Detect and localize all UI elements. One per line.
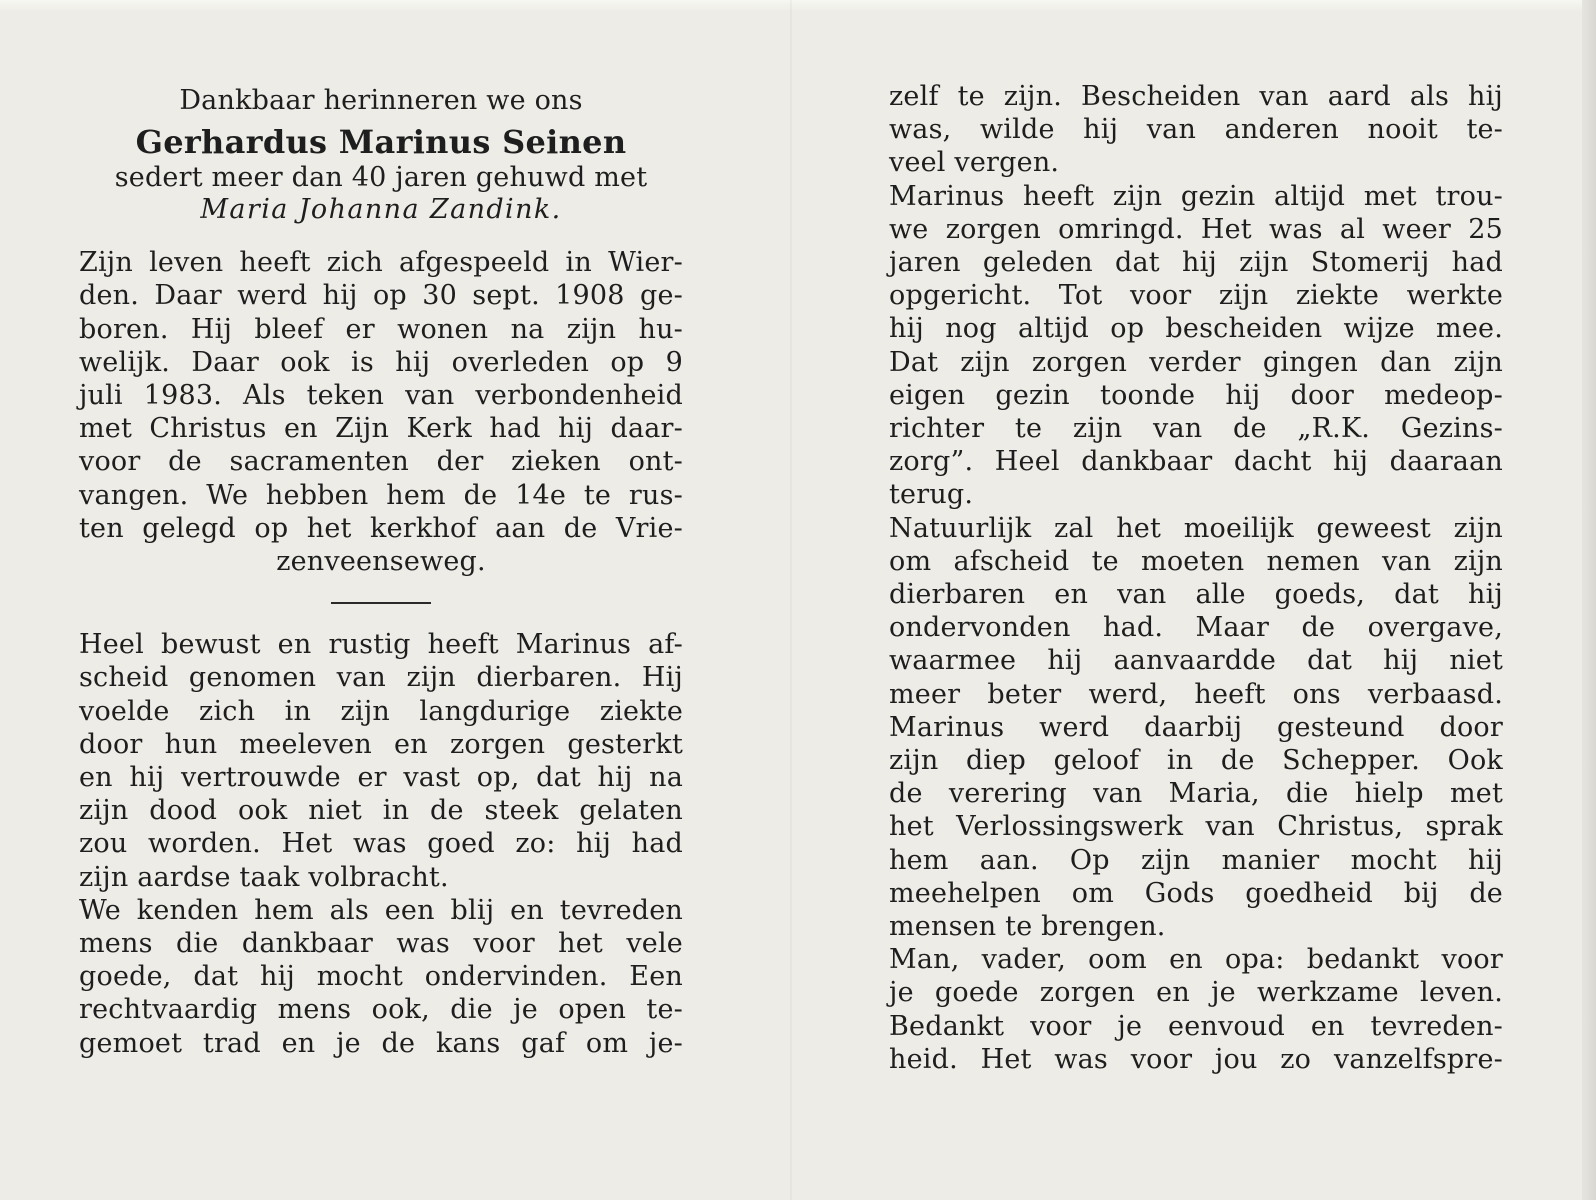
text-line: gemoet trad en je de kans gaf om je- bbox=[79, 1027, 683, 1059]
text-line: jaren geleden dat hij zijn Stomerij had bbox=[889, 247, 1503, 279]
text-line: was, wilde hij van anderen nooit te- bbox=[889, 114, 1503, 146]
text-line: heid. Het was voor jou zo vanzelfspre- bbox=[889, 1043, 1503, 1075]
character-paragraph bbox=[79, 894, 683, 1060]
farewell-paragraph bbox=[79, 628, 683, 894]
text-line: Marinus werd daarbij gesteund door bbox=[889, 711, 1503, 743]
text-line: eigen gezin toonde hij door medeop- bbox=[889, 379, 1503, 411]
center-fold bbox=[790, 0, 792, 1200]
life-paragraph bbox=[79, 246, 683, 578]
text-line: goede, dat hij mocht ondervinden. Een bbox=[79, 961, 683, 993]
deceased-name: Gerhardus Marinus Seinen bbox=[135, 123, 627, 162]
text-line: Natuurlijk zal het moeilijk geweest zijn bbox=[889, 512, 1503, 544]
text-line: Heel bewust en rustig heeft Marinus af- bbox=[79, 629, 683, 661]
text-line: veel vergen. bbox=[889, 147, 1060, 179]
text-line: zijn aardse taak volbracht. bbox=[79, 861, 449, 893]
text-line: het Verlossingswerk van Christus, sprak bbox=[889, 811, 1503, 843]
divider-rule bbox=[331, 602, 431, 604]
text-line: hij nog altijd op bescheiden wijze mee. bbox=[889, 313, 1503, 345]
text-line: met Christus en Zijn Kerk had hij daar- bbox=[79, 413, 683, 445]
text-line: Zijn leven heeft zich afgespeeld in Wier- bbox=[79, 247, 683, 279]
text-line: welijk. Daar ook is hij overleden op 9 bbox=[79, 346, 683, 378]
text-line: mensen te brengen. bbox=[889, 911, 1166, 943]
text-line: den. Daar werd hij op 30 sept. 1908 ge- bbox=[79, 280, 683, 312]
faith-paragraph bbox=[889, 512, 1503, 944]
text-line: terug. bbox=[889, 479, 974, 511]
text-line: voor de sacramenten der zieken ont- bbox=[79, 446, 683, 478]
text-line: Bedankt voor je eenvoud en tevreden- bbox=[889, 1010, 1503, 1042]
text-line: Man, vader, oom en opa: bedankt voor bbox=[889, 944, 1503, 976]
paper-top-edge bbox=[0, 0, 1596, 12]
text-line: waarmee hij aanvaardde dat hij niet bbox=[889, 645, 1503, 677]
text-line: rechtvaardig mens ook, die je open te- bbox=[79, 994, 683, 1026]
text-line: zijn diep geloof in de Schepper. Ook bbox=[889, 745, 1503, 777]
text-line: dierbaren en van alle goeds, dat hij bbox=[889, 579, 1503, 611]
text-line: opgericht. Tot voor zijn ziekte werkte bbox=[889, 280, 1503, 312]
text-line: Marinus heeft zijn gezin altijd met trou- bbox=[889, 180, 1503, 212]
text-line: om afscheid te moeten nemen van zijn bbox=[889, 545, 1503, 577]
text-line: mens die dankbaar was voor het vele bbox=[79, 928, 683, 960]
text-line: boren. Hij bleef er wonen na zijn hu- bbox=[79, 313, 683, 345]
text-line: vangen. We hebben hem de 14e te rus- bbox=[79, 479, 683, 511]
text-line: ten gelegd op het kerkhof aan de Vrie- bbox=[79, 512, 683, 544]
text-line: voelde zich in zijn langdurige ziekte bbox=[79, 695, 683, 727]
text-line: hem aan. Op zijn manier mocht hij bbox=[889, 844, 1503, 876]
text-line: zou worden. Het was goed zo: hij had bbox=[79, 828, 683, 860]
text-line: zijn dood ook niet in de steek gelaten bbox=[79, 795, 683, 827]
modesty-paragraph bbox=[889, 80, 1503, 180]
text-line: juli 1983. Als teken van verbondenheid bbox=[79, 380, 683, 412]
text-line: de verering van Maria, die hielp met bbox=[889, 778, 1503, 810]
text-line: je goede zorgen en je werkzame leven. bbox=[889, 977, 1503, 1009]
right-column bbox=[889, 80, 1503, 1076]
married-line: sedert meer dan 40 jaren gehuwd met bbox=[114, 162, 648, 194]
text-line: zelf te zijn. Bescheiden van aard als hij bbox=[889, 81, 1503, 112]
text-line: ondervonden had. Maar de overgave, bbox=[889, 612, 1503, 644]
text-line: We kenden hem als een blij en tevreden bbox=[79, 894, 683, 926]
thanks-paragraph bbox=[889, 943, 1503, 1076]
text-line: en hij vertrouwde er vast op, dat hij na bbox=[79, 762, 683, 794]
text-line: richter te zijn van de „R.K. Gezins- bbox=[889, 413, 1503, 445]
text-line: zorg”. Heel dankbaar dacht hij daaraan bbox=[889, 446, 1503, 478]
spouse-name: Maria Johanna Zandink. bbox=[200, 194, 562, 226]
family-paragraph bbox=[889, 180, 1503, 512]
intro-line: Dankbaar herinneren we ons bbox=[179, 85, 583, 116]
text-line: Dat zijn zorgen verder gingen dan zijn bbox=[889, 346, 1503, 378]
text-line: scheid genomen van zijn dierbaren. Hij bbox=[79, 662, 683, 694]
text-line: meehelpen om Gods goedheid bij de bbox=[889, 877, 1503, 909]
text-line: meer beter werd, heeft ons verbaasd. bbox=[889, 678, 1503, 710]
paper-right-edge bbox=[1582, 0, 1596, 1200]
left-column bbox=[79, 84, 683, 1060]
text-line: we zorgen omringd. Het was al weer 25 bbox=[889, 213, 1503, 245]
text-line: zenveenseweg. bbox=[276, 546, 486, 578]
text-line: door hun meeleven en zorgen gesterkt bbox=[79, 728, 683, 760]
